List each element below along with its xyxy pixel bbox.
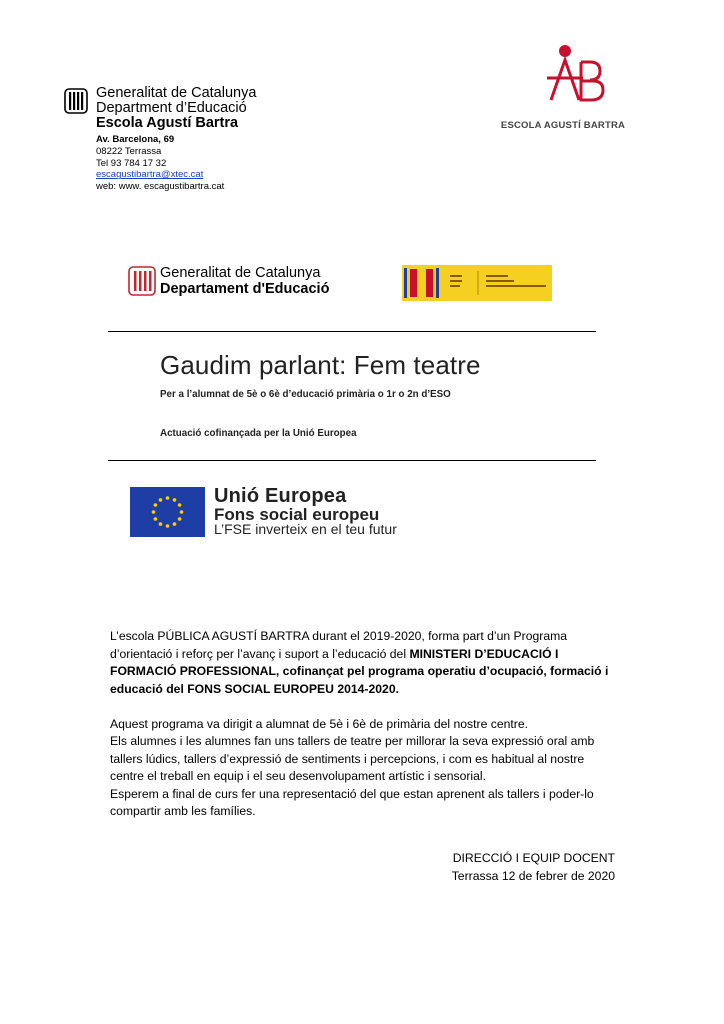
letterhead-address-block	[96, 134, 224, 193]
letterhead-line1: Generalitat de Catalunya	[96, 85, 257, 101]
ministry-logo-icon	[402, 265, 552, 301]
eu-title: Unió Europea	[214, 485, 347, 507]
banner-gen-line2: Departament d'Educació	[160, 280, 330, 297]
paragraph-1	[110, 628, 616, 698]
signature-block	[380, 850, 615, 885]
letterhead-school: Escola Agustí Bartra	[96, 115, 239, 131]
email-link[interactable]: escagustibartra@xtec.cat	[96, 169, 204, 181]
divider-top	[108, 331, 596, 332]
address-street: Av. Barcelona, 69	[96, 134, 175, 145]
paragraph-4: Esperem a final de curs fer una representació del que estan aprenent als tallers i poder-lo compartir amb les famílies.	[110, 786, 594, 818]
paragraph-1-text: L’escola PÚBLICA AGUSTÍ BARTRA durant el 2019-2020, forma part d’un Programa d’orientació i reforç per l’avanç i suport a l’educació del	[110, 629, 568, 661]
eu-flag-icon	[130, 487, 205, 537]
cofinancing-note: Actuació cofinançada per la Unió Europea	[160, 428, 357, 439]
school-logo-icon	[543, 44, 607, 108]
address-web: web: www. escagustibartra.cat	[96, 181, 225, 193]
school-logo-caption: ESCOLA AGUSTÍ BARTRA	[500, 120, 626, 131]
eu-tagline: L’FSE inverteix en el teu futur	[214, 521, 397, 537]
letterhead-institution	[96, 86, 256, 131]
project-subtitle: Per a l’alumnat de 5è o 6è d’educació primària o 1r o 2n d’ESO	[160, 389, 451, 400]
paragraph-2: Aquest programa va dirigit a alumnat de 5è i 6è de primària del nostre centre.	[110, 716, 528, 731]
signature-date: Terrassa 12 de febrer de 2020	[451, 868, 615, 883]
generalitat-logo-icon	[128, 266, 156, 296]
banner-gen-line1: Generalitat de Catalunya	[160, 265, 321, 281]
signature-line1: DIRECCIÓ I EQUIP DOCENT	[452, 851, 615, 865]
divider-bottom	[108, 460, 596, 461]
paragraph-3: Els alumnes i les alumnes fan uns tallers de teatre per millorar la seva expressió oral amb tallers lúdics, tallers d’expressió de sentiments i percepcions, i com es habitual al nostre centre el treball en equip i el seu desenvolupament artístic i sensorial.	[110, 734, 595, 783]
address-postcode: 08222 Terrassa	[96, 145, 162, 157]
project-title: Gaudim parlant: Fem teatre	[160, 350, 481, 380]
letter-body	[110, 628, 616, 821]
generalitat-logo-icon	[64, 88, 88, 114]
letterhead-line2: Department d’Educació	[96, 100, 247, 116]
address-phone: Tel 93 784 17 32	[96, 157, 167, 169]
eu-subtitle: Fons social europeu	[214, 505, 380, 524]
paragraph-1-bold: MINISTERI D’EDUCACIÓ I FORMACIÓ PROFESSIONAL, cofinançat pel programa operatiu d’ocupació, formació i educació del FONS SOCIAL EUROPEU 2014-2020.	[110, 646, 609, 696]
banner-generalitat-text	[160, 266, 329, 297]
